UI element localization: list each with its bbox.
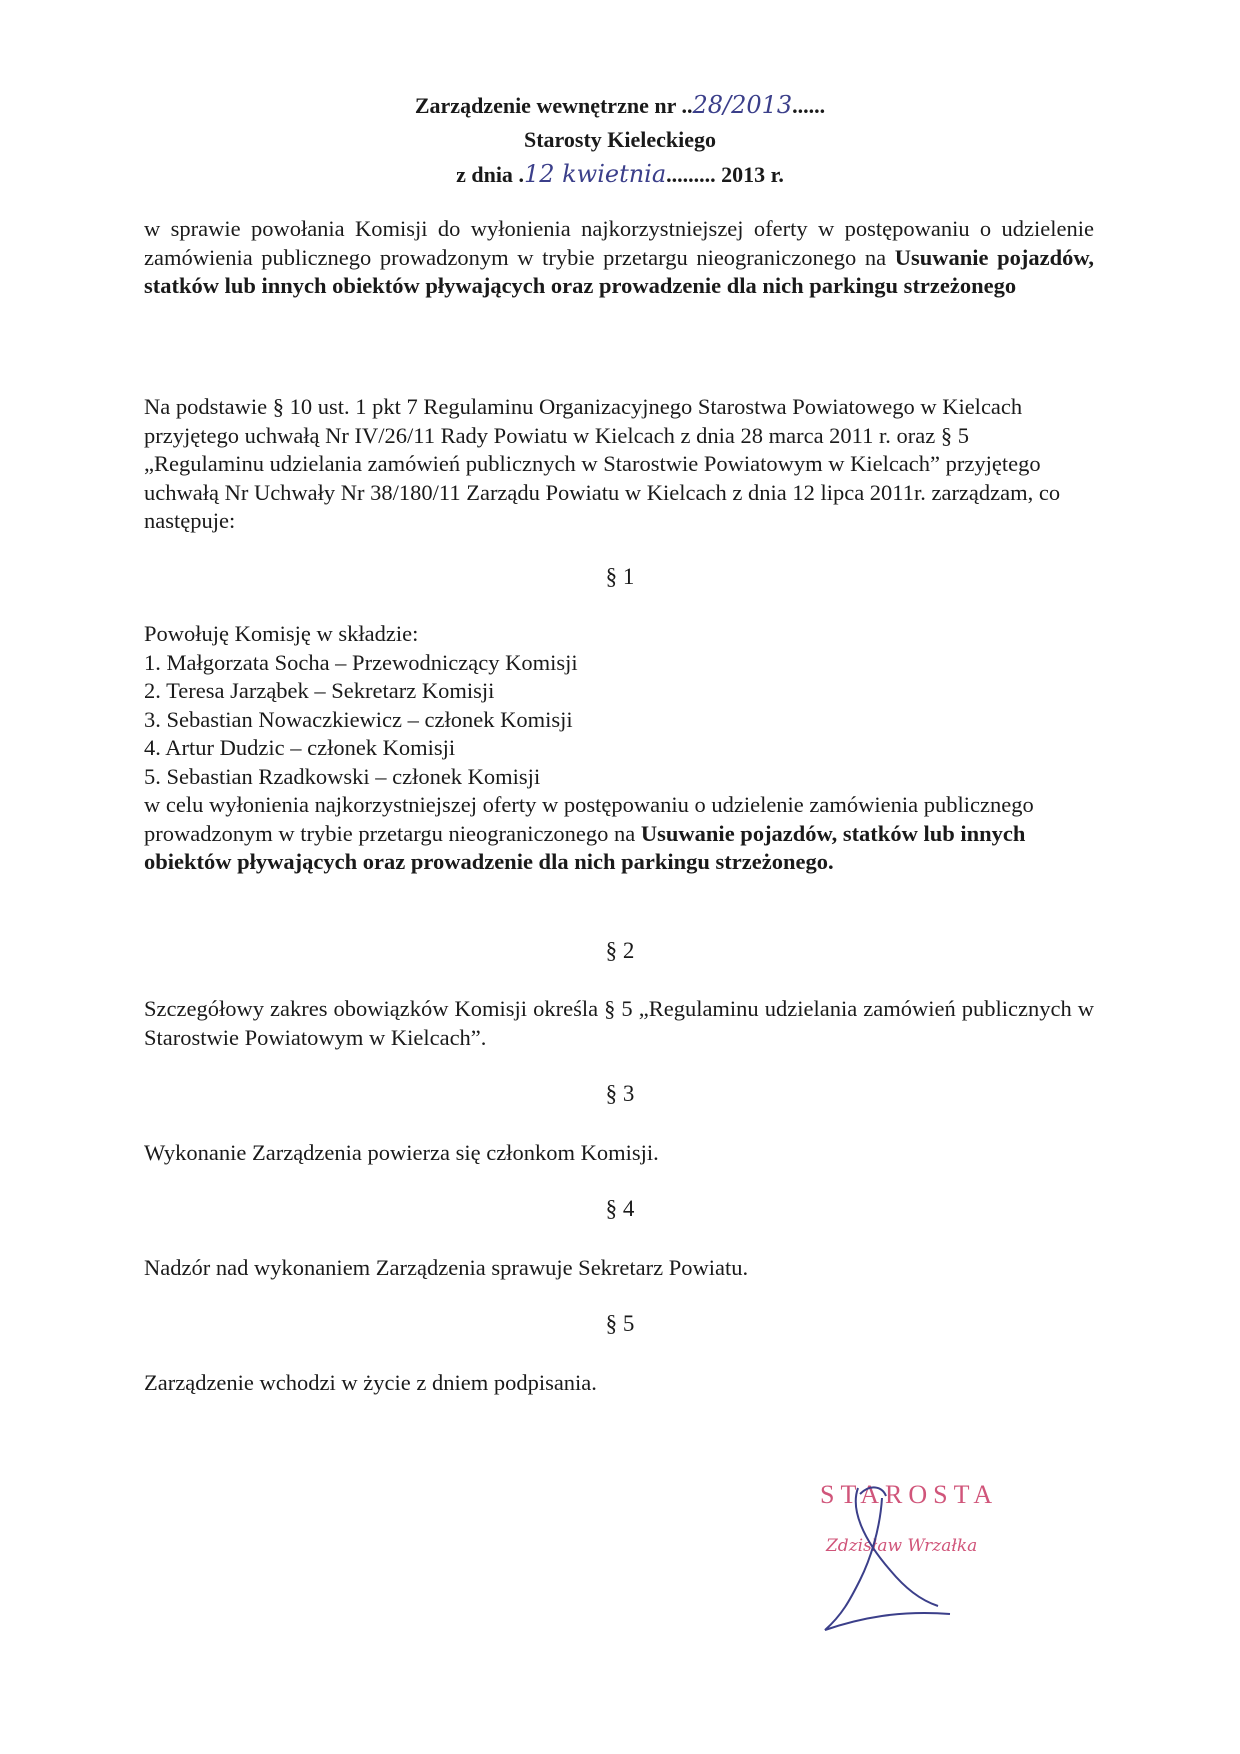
issuer-line: Starosty Kieleckiego [523, 127, 717, 152]
handwritten-signature [820, 1480, 1000, 1640]
document-header [0, 88, 1240, 192]
subject-bold-text: Usuwanie pojazdów, statków lub innych obiektów pływających oraz prowadzenie dla nich parkingu strzeżonego [144, 244, 1094, 298]
section-5-text: Zarządzenie wchodzi w życie z dniem podpisania. [144, 1370, 597, 1395]
date-dots: ......... [666, 162, 716, 187]
section-4-mark: § 4 [605, 1196, 635, 1221]
legal-basis-paragraph: Na podstawie § 10 ust. 1 pkt 7 Regulaminu Organizacyjnego Starostwa Powiatowego w Kielcach przyjętego uchwałą Nr IV/26/11 Rady Powiatu w Kielcach z dnia 28 marca 2011 r. oraz § 5 „Regulaminu udzielania zamówień publicznych w Starostwie Powiatowym w Kielcach” przyjętego uchwałą Nr Uchwały Nr 38/180/11 Zarządu Powiatu w Kielcach z dnia 12 lipca 2011r. zarządzam, co następuje: [144, 394, 1061, 533]
section-3-mark: § 3 [605, 1081, 635, 1106]
handwritten-date: 12 kwietnia [523, 160, 667, 188]
title-prefix: Zarządzenie wewnętrzne nr [414, 93, 676, 118]
section-2-text: Szczegółowy zakres obowiązków Komisji określa § 5 „Regulaminu udzielania zamówień publicznych w Starostwie Powiatowym w Kielcach”. [144, 996, 1094, 1050]
subject-text: w sprawie powołania Komisji do wyłonienia najkorzystniejszej oferty w postępowaniu o udzielenie zamówienia publicznego prowadzonym w trybie przetargu nieograniczonego na [144, 216, 1094, 270]
member-list-item: 4. Artur Dudzic – członek Komisji [144, 735, 456, 760]
section-1-purpose [144, 791, 1094, 877]
number-dots: ...... [792, 93, 826, 118]
purpose-text: w celu wyłonienia najkorzystniejszej oferty w postępowaniu o udzielenie zamówienia publicznego prowadzonym w trybie przetargu nieograniczonego na [144, 792, 1034, 846]
stamp-name: Zdzisław Wrzałka [826, 1536, 978, 1556]
section-5-mark: § 5 [605, 1311, 635, 1336]
section-4-text: Nadzór nad wykonaniem Zarządzenia sprawuje Sekretarz Powiatu. [144, 1255, 749, 1280]
section-1-intro: Powołuję Komisję w składzie: [144, 621, 419, 646]
title-line: Zarządzenie wewnętrzne nr ..28/2013...... [414, 91, 826, 119]
section-1-mark: § 1 [605, 564, 635, 589]
signature-stamp [820, 1480, 1000, 1640]
section-3-text: Wykonanie Zarządzenia powierza się członkom Komisji. [144, 1140, 659, 1165]
member-list-item: 5. Sebastian Rzadkowski – członek Komisji [144, 763, 541, 789]
member-list-item: 1. Małgorzata Socha – Przewodniczący Komisji [144, 649, 578, 675]
member-list-item: 3. Sebastian Nowaczkiewicz – członek Komisji [144, 706, 573, 732]
subject-paragraph [144, 215, 1094, 301]
date-line: z dnia .12 kwietnia......... 2013 r. [456, 160, 784, 188]
stamp-title: STAROSTA [820, 1480, 999, 1509]
purpose-bold-text: Usuwanie pojazdów, statków lub innych obiektów pływających oraz prowadzenie dla nich parkingu strzeżonego. [144, 820, 1026, 874]
section-1-body [144, 620, 1094, 877]
member-list-item: 2. Teresa Jarząbek – Sekretarz Komisji [144, 678, 495, 703]
date-prefix: z dnia [456, 162, 513, 187]
date-suffix: 2013 r. [721, 162, 784, 187]
handwritten-number: 28/2013 [692, 91, 793, 119]
section-2-mark: § 2 [605, 938, 635, 963]
